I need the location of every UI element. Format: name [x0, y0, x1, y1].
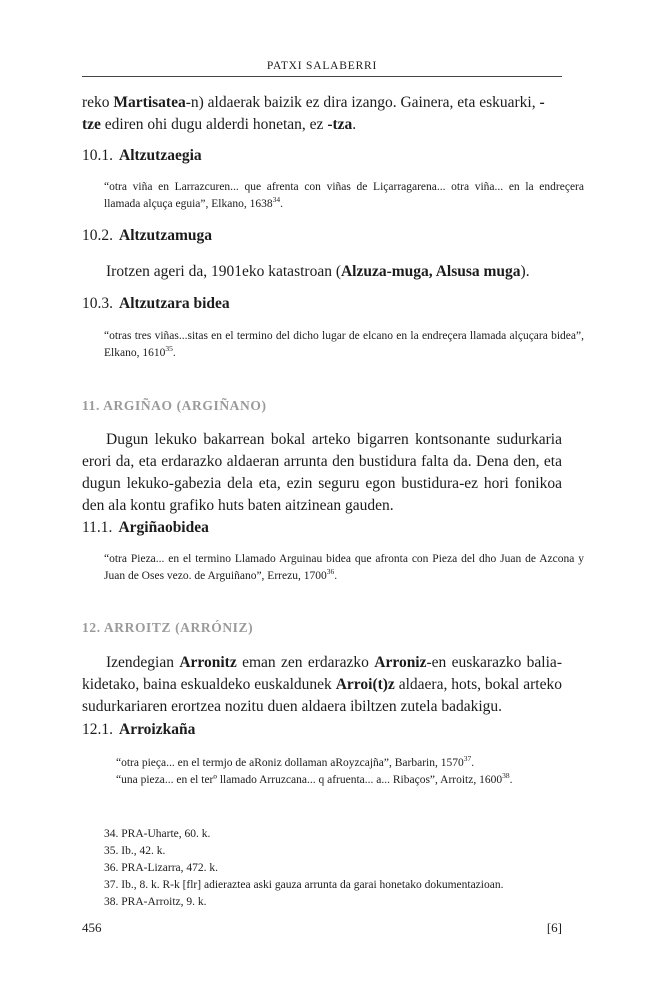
quote-10-3	[82, 328, 584, 362]
footnote-ref: 35	[165, 344, 173, 354]
quote-10-1	[82, 179, 584, 213]
section-title: Altzutzara bidea	[119, 295, 230, 312]
section-title: Argiñaobidea	[118, 519, 209, 536]
intro-text: -n) aldaerak baizik ez dira izango. Gainera, eta eskuarki,	[185, 94, 540, 111]
quote-line-2	[116, 772, 562, 789]
heading-10-2	[82, 227, 562, 245]
heading-11-1	[82, 519, 562, 537]
text: ).	[520, 263, 530, 280]
quote-12-1	[82, 755, 562, 789]
header-rule	[82, 76, 562, 77]
section-title: Altzutzaegia	[119, 147, 202, 164]
section-number: 10.3.	[82, 295, 113, 312]
term-alzuza-muga: Alzuza-muga, Alsusa muga	[340, 263, 521, 280]
paragraph-12	[82, 652, 562, 718]
section-number: 12.1.	[82, 721, 113, 738]
quote-line-1	[116, 755, 562, 772]
term-arroitz: Arroi(t)z	[335, 676, 395, 693]
paragraph-11: Dugun lekuko bakarrean bokal arteko bigarren kontsonante sudurkaria erori da, eta erdarazko aldaeran arrunta den bustidura falta da. Dena den, eta dugun lekuko-gabezia dela eta, ezin seguru egon bustidura-ez hori fonikoa den ala kontu grafiko huts baten aitzinean gauden.	[82, 431, 562, 514]
footnote-ref: 37	[463, 754, 472, 764]
footnote-36: 36. PRA-Lizarra, 472. k.	[104, 862, 219, 874]
heading-10-1	[82, 147, 562, 165]
quote-end: .	[280, 198, 283, 210]
section-heading-12: 12. ARROITZ (ARRÓNIZ)	[82, 620, 254, 635]
heading-12-1	[82, 721, 562, 739]
text: Izendegian	[106, 654, 180, 671]
footnote-35: 35. Ib., 42. k.	[104, 845, 166, 857]
quote-text: “una pieza... en el terº llamado Arruzcana... q afruenta... a... Ribaços”, Arroitz, 1600	[116, 774, 503, 786]
quote-end: .	[334, 570, 338, 582]
text: eman zen erdarazko	[236, 654, 375, 671]
term-martisatea: Martisatea	[113, 94, 186, 111]
paragraph-10-2	[82, 261, 562, 283]
section-number: 10.2.	[82, 227, 113, 244]
running-head: PATXI SALABERRI	[266, 60, 378, 72]
footnote-ref: 36	[326, 567, 335, 577]
footnote-38: 38. PRA-Arroitz, 9. k.	[104, 896, 207, 908]
intro-paragraph	[82, 92, 562, 136]
quote-end: .	[172, 347, 176, 359]
footnotes	[82, 826, 562, 911]
section-title: Arroizkaña	[119, 721, 196, 738]
text: Irotzen ageri da, 1901eko katastroan (	[106, 263, 341, 280]
quote-11-1	[82, 551, 584, 585]
section-title: Altzutzamuga	[119, 227, 212, 244]
term-arronitz: Arronitz	[179, 654, 237, 671]
quote-text: “otra viña en Larrazcuren... que afrenta con viñas de Liçarragarena... otra viña... en la endreçera llamada alçuça eguia”, Elkano, 1638	[104, 181, 584, 210]
heading-10-3	[82, 295, 562, 313]
section-number: 10.1.	[82, 147, 113, 164]
term-tza: -tza	[327, 116, 353, 133]
intro-text: .	[352, 116, 357, 133]
footnote-34: 34. PRA-Uharte, 60. k.	[104, 828, 211, 840]
quote-text: “otra Pieza... en el termino Llamado Arguinau bidea que afronta con Pieza del dho Juan de Azcona y Juan de Oses vezo. de Arguiñano”, Errezu, 1700	[104, 553, 584, 582]
term-arroniz: Arroniz	[374, 654, 427, 671]
page-label: [6]	[546, 920, 562, 935]
text: -en euskarazko baliakidetako, baina eskualdeko euskaldunek	[82, 654, 562, 693]
page-number: 456	[82, 920, 102, 935]
section-heading-11: 11. ARGIÑAO (ARGIÑANO)	[82, 398, 267, 413]
term-tze: -tze	[82, 94, 545, 133]
quote-end: .	[471, 757, 475, 769]
intro-text: reko	[82, 94, 114, 111]
footnote-ref: 34	[272, 195, 281, 205]
intro-text: ediren ohi dugu alderdi honetan, ez	[100, 116, 328, 133]
quote-text: “otras tres viñas...sitas en el termino del dicho lugar de elcano en la endreçera llamada alçuçara bidea”, Elkano, 1610	[104, 330, 584, 359]
section-number: 11.1.	[82, 519, 113, 536]
footnote-ref: 38	[502, 771, 510, 781]
footnote-37: 37. Ib., 8. k. R-k [flr] adieraztea aski gauza arrunta da garai honetako dokumentazioan.	[104, 879, 504, 891]
quote-text: “otra pieça... en el termjo de aRoniz dollaman aRoyzcajña”, Barbarin, 1570	[116, 757, 464, 769]
text: aldaera, hots, bokal arteko sudurkariaren erortzea nozitu duen aldaera ibiltzen zutela badakigu.	[82, 676, 562, 715]
quote-end: .	[509, 774, 513, 786]
